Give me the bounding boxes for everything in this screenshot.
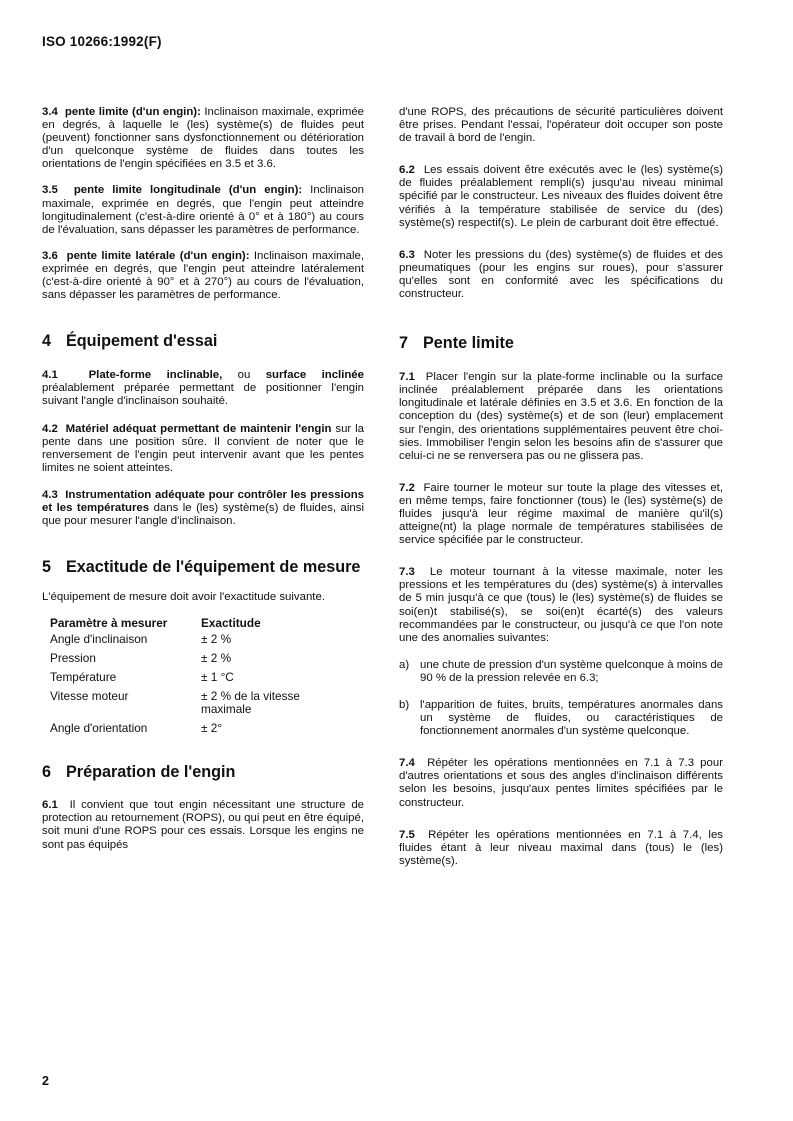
clause-text: Noter les pressions du (des) système(s) de fluides et des pneumatiques (pour les engins sur roues), pour s'assurer qu'elles sont en conformité avec les spécifications du constructeur. [399,248,723,301]
table-cell: Vitesse moteur [50,689,129,704]
table-header-cell: Paramètre à mesurer [50,616,168,631]
table-cell: ± 2 % [201,651,232,666]
clause-4-2 [42,423,364,475]
clause-term-2: surface inclinée [265,369,364,382]
clause-text: préalablement préparée permettant de positionner l'engin suivant l'angle d'inclinaison souhaité. [42,382,364,408]
clause-4-1 [42,369,364,408]
table-row [50,633,313,652]
clause-number: 7.1 [399,371,415,384]
section-title: Exactitude de l'équipement de mesure [66,558,361,577]
section-title: Préparation de l'engin [66,763,236,782]
clause-3-4 [42,106,364,171]
clause-number: 3.6 [42,249,58,262]
clause-number: 7.3 [399,566,415,579]
clause-3-6 [42,250,364,302]
clause-text: Inclinaison maximale, exprimée en degrés, à laquelle le (les) système(s) de fluides peut (peuvent) fonctionner sans dysfonctionnement ou détérioration d'un quelconque système de fluides dans toutes les orientations de l'engin spécifiées en 3.5 et 3.6. [42,106,364,171]
clause-6-1-continued: d'une ROPS, des précautions de sécurité particulières doivent être prises. Pendant l'essai, l'opérateur doit occuper son poste de travail à bord de l'engin. [399,106,723,145]
table-cell: ± 2 % de la vitesse maximale [201,689,300,717]
section-5-intro: L'équipement de mesure doit avoir l'exactitude suivante. [42,591,325,604]
clause-number: 4.3 [42,488,58,501]
section-heading-4 [42,332,364,351]
list-text: une chute de pression d'un système quelconque à moins de 90 % de la pression relevée en 6.3; [420,658,723,684]
section-number: 5 [42,558,52,577]
clause-text: Répéter les opérations mentionnées en 7.1 à 7.3 pour d'autres orientations et sous des angles d'inclinaison différents selon les besoins, jusqu'aux pentes limites spécifiées par le constructeur. [399,757,723,809]
right-column [399,106,723,868]
accuracy-table [50,616,313,741]
table-header-cell: Exactitude [201,616,261,631]
table-cell: Pression [50,651,96,666]
clause-3-5 [42,184,364,236]
table-row [50,690,313,722]
table-header-row [50,616,313,633]
clause-term: Plate-forme inclinable, [88,369,223,382]
section-heading-6 [42,763,364,782]
section-heading-7 [399,334,723,353]
table-row [50,722,313,741]
list-item-b [399,699,723,738]
list-item-a [399,659,723,685]
clause-text: Répéter les opérations mentionnées en 7.1 à 7.4, les fluides étant à leur niveau maximal dans (tous) le (les) système(s). [399,828,723,867]
clause-number: 3.5 [42,184,58,197]
table-cell: ± 2° [201,721,223,736]
clause-number: 7.2 [399,481,415,494]
clause-4-3 [42,489,364,528]
section-title: Équipement d'essai [66,332,218,351]
clause-term: Instrumentation adéquate pour contrôler les pressions et les températures [42,488,364,514]
table-cell: Angle d'inclinaison [50,632,148,647]
list-label: b) [399,699,410,711]
clause-7-3 [399,566,723,645]
table-cell: Angle d'orientation [50,721,148,736]
section-heading-5 [42,558,364,577]
clause-connector: ou [237,369,251,382]
clause-text: dans le (les) système(s) de fluides, ainsi que pour mesurer l'angle d'inclinaison. [42,501,364,528]
clause-number: 3.4 [42,106,58,118]
clause-6-1 [42,799,364,851]
clause-number: 4.2 [42,422,58,435]
clause-text: sur la pente dans une position sûre. Il convient de noter que le renversement de l'engin peut intervenir avant que les pentes limites ne soient atteintes. [42,422,364,474]
clause-6-3 [399,249,723,301]
clause-7-1 [399,371,723,463]
clause-number: 4.1 [42,369,58,382]
table-cell: Température [50,670,117,685]
left-column [42,106,364,852]
clause-number: 7.5 [399,828,415,841]
table-row [50,671,313,690]
clause-number: 7.4 [399,757,415,770]
clause-term: Matériel adéquat permettant de maintenir l'engin [65,422,332,435]
clause-term: pente limite latérale (d'un engin): [66,249,250,262]
page-number: 2 [42,1074,49,1088]
section-title: Pente limite [423,334,514,353]
clause-term: pente limite (d'un engin): [64,106,201,118]
list-label: a) [399,658,410,671]
clause-7-5 [399,829,723,868]
clause-number: 6.3 [399,248,415,261]
section-number: 6 [42,763,52,782]
table-row [50,652,313,671]
clause-text: Inclinaison maximale, exprimée en degrés, que l'engin peut atteindre latéralement (c'est-à-dire orienté à 90° et à 270°) au cours de l'évaluation, sans dépasser les paramètres de performance. [42,249,364,302]
list-text: l'apparition de fuites, bruits, températures anormales dans un système de fluides, ou caractéristiques de fonctionnement anormales d'un système quelconque. [420,699,723,738]
clause-text: Inclinaison maximale, exprimée en degrés, que l'engin peut atteindre longitudinalement (c'est-à-dire orienté à 0° et à 180°) au cours de l'évaluation, sans dépasser les paramètres de performance. [42,184,364,236]
table-cell: ± 2 % [201,632,232,647]
clause-text: Il convient que tout engin nécessitant une structure de protection au retournement (ROPS), ou qui peut en être équipé, soit muni d'une ROPS pour ces essais. Lorsque les engins ne sont pas équipés [42,799,364,851]
clause-number: 6.1 [42,799,58,812]
document-header: ISO 10266:1992(F) [42,34,162,49]
section-number: 4 [42,332,52,351]
clause-7-4 [399,757,723,809]
clause-number: 6.2 [399,164,415,177]
clause-text: Les essais doivent être exécutés avec le (les) système(s) de fluides préalablement rempli(s) jusqu'au niveau minimal spécifié par le constructeur. Les niveaux des fluides doivent être vérifiés à la température stabilisée de service du (des) système(s) respectif(s). Le plein de carburant doit être effectué. [399,164,723,229]
clause-term: pente limite longitudinale (d'un engin): [73,184,303,197]
clause-text: Placer l'engin sur la plate-forme inclinable ou la surface inclinée préalablement préparée dans les orientations longitudinale et latérale définies en 3.5 et 3.6. En fonction de la conception du (des) système(s) et de son (leur) emplacement sur l'engin, des orientations supplémentaires peuvent être choisies. Immobiliser l'engin selon les besoins afin de s'assurer que celui-ci ne se renversera pas ou ne glissera pas. [399,371,723,462]
clause-text: Le moteur tournant à la vitesse maximale, noter les pressions et les températures du (des) système(s) à intervalles de 5 min jusqu'à ce que (tous) le (les) système(s) de fluides se soi(en)t stabilisé(s), se soi(en)t écarté(s) des valeurs recommandées par le constructeur, ou jusqu'à ce que l'on note une des anomalies suivantes: [399,566,723,644]
clause-6-2 [399,164,723,229]
clause-7-2 [399,482,723,547]
section-number: 7 [399,334,409,353]
table-cell: ± 1 °C [201,670,234,685]
clause-text: Faire tourner le moteur sur toute la plage des vitesses et, en même temps, faire fonctionner (tous) le (les) système(s) de fluides jusqu'à leur régime maximal de manière qu'il(s) atteigne(nt) la plage normale de températures stabilisées de service spécifiée par le constructeur. [399,481,723,547]
